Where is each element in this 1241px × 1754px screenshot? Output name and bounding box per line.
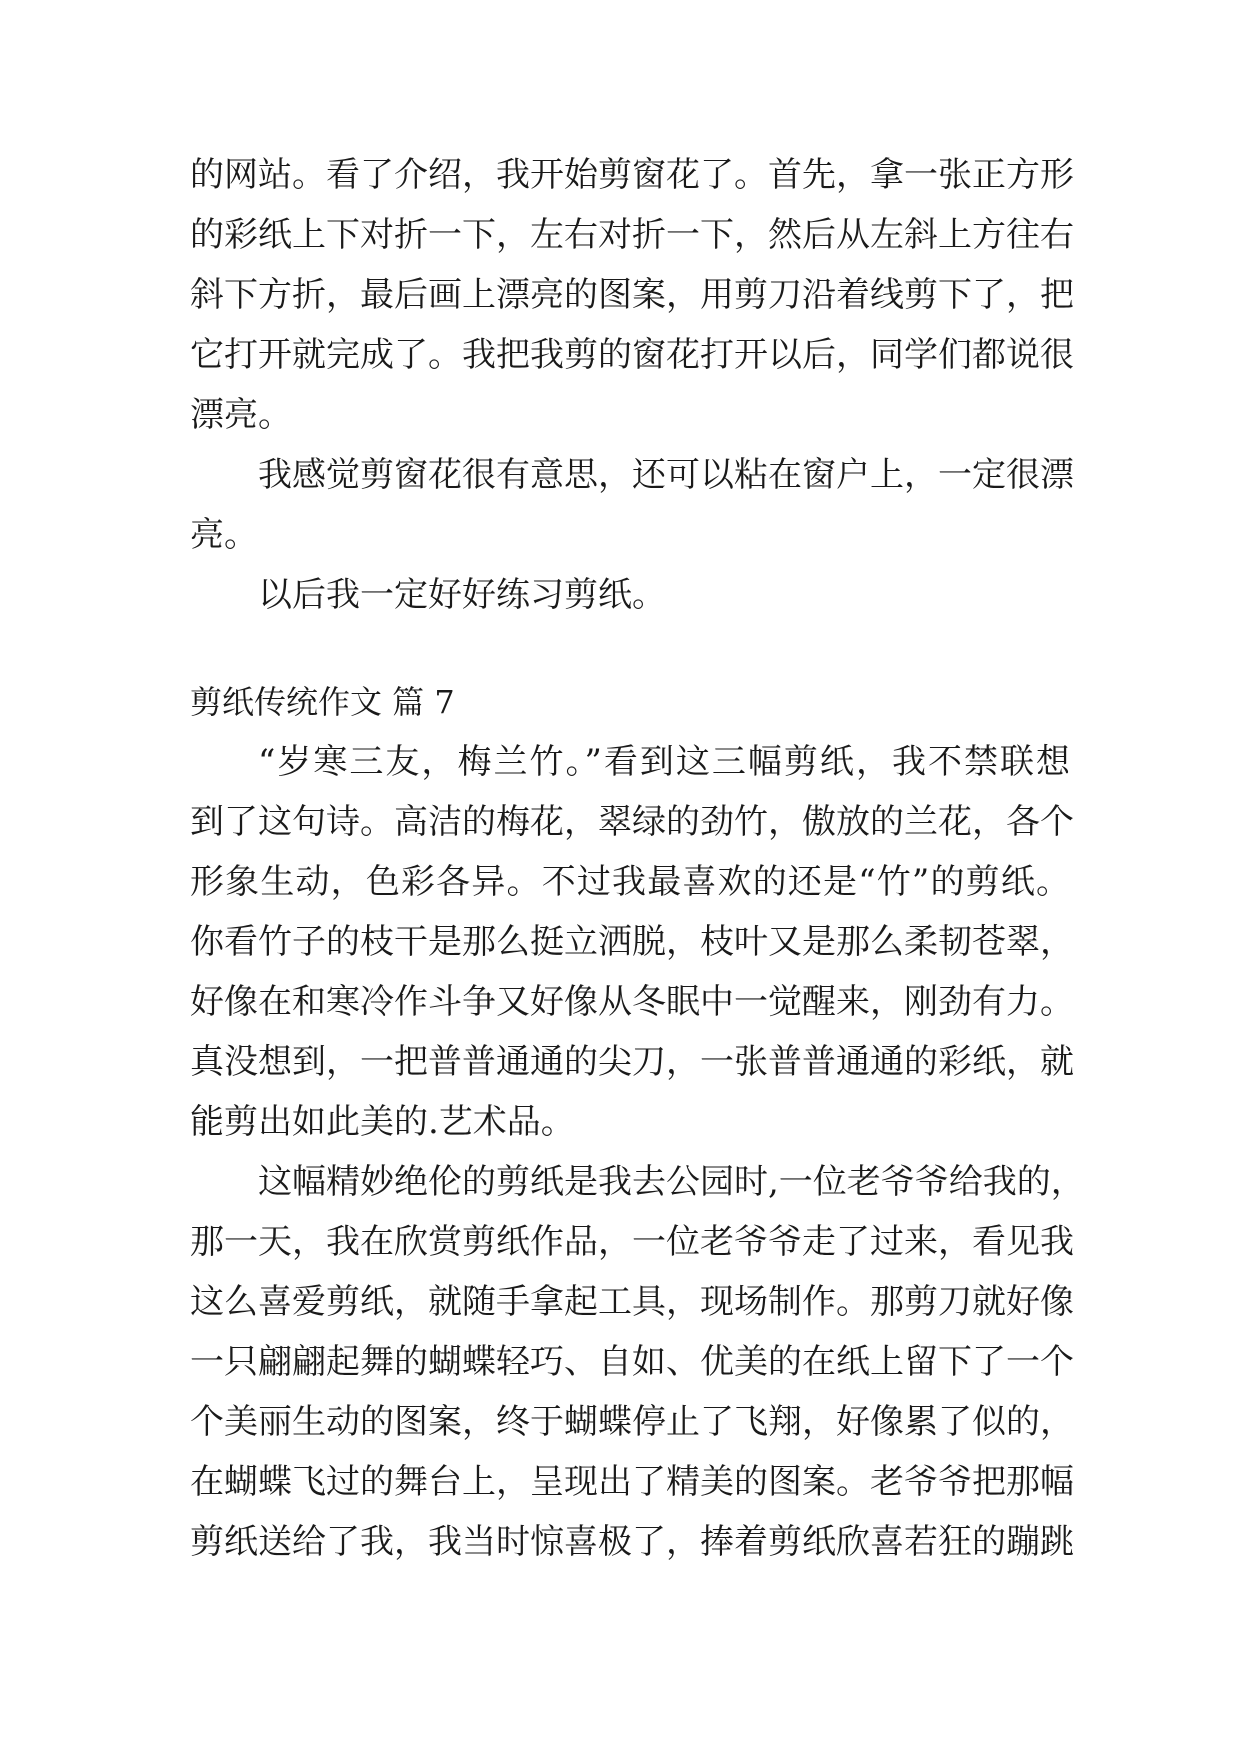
- text-line-7: 亮。: [190, 515, 258, 555]
- text-line-13: 你看竹子的枝干是那么挺立洒脱，枝叶又是那么柔韧苍翠，: [190, 922, 1074, 962]
- text-line-10: “岁寒三友，梅兰竹。”看到这三幅剪纸，我不禁联想: [258, 742, 1070, 782]
- text-line-6: 我感觉剪窗花很有意思，还可以粘在窗户上，一定很漂: [258, 455, 1074, 495]
- section-heading: 剪纸传统作文 篇 7: [190, 683, 455, 721]
- text-line-12: 形象生动，色彩各异。不过我最喜欢的还是“竹”的剪纸。: [190, 862, 1070, 902]
- text-line-18: 那一天，我在欣赏剪纸作品，一位老爷爷走了过来，看见我: [190, 1222, 1074, 1262]
- text-line-8: 以后我一定好好练习剪纸。: [258, 575, 666, 615]
- text-line-2: 的彩纸上下对折一下，左右对折一下，然后从左斜上方往右: [190, 215, 1074, 255]
- text-line-4: 它打开就完成了。我把我剪的窗花打开以后，同学们都说很: [190, 335, 1074, 375]
- text-line-20: 一只翩翩起舞的蝴蝶轻巧、自如、优美的在纸上留下了一个: [190, 1342, 1074, 1382]
- text-line-3: 斜下方折，最后画上漂亮的图案，用剪刀沿着线剪下了，把: [190, 275, 1074, 315]
- text-line-22: 在蝴蝶飞过的舞台上，呈现出了精美的图案。老爷爷把那幅: [190, 1462, 1074, 1502]
- text-line-5: 漂亮。: [190, 395, 292, 435]
- text-line-1: 的网站。看了介绍，我开始剪窗花了。首先，拿一张正方形: [190, 155, 1074, 195]
- text-line-15: 真没想到，一把普普通通的尖刀，一张普普通通的彩纸，就: [190, 1042, 1074, 1082]
- text-line-21: 个美丽生动的图案，终于蝴蝶停止了飞翔，好像累了似的，: [190, 1402, 1074, 1442]
- text-line-19: 这么喜爱剪纸，就随手拿起工具，现场制作。那剪刀就好像: [190, 1282, 1074, 1322]
- text-line-16: 能剪出如此美的.艺术品。: [190, 1102, 575, 1142]
- text-line-14: 好像在和寒冷作斗争又好像从冬眠中一觉醒来，刚劲有力。: [190, 982, 1074, 1022]
- text-line-23: 剪纸送给了我，我当时惊喜极了，捧着剪纸欣喜若狂的蹦跳: [190, 1522, 1074, 1562]
- text-line-17: 这幅精妙绝伦的剪纸是我去公园时,一位老爷爷给我的，: [258, 1162, 1085, 1202]
- text-line-11: 到了这句诗。高洁的梅花，翠绿的劲竹，傲放的兰花，各个: [190, 802, 1074, 842]
